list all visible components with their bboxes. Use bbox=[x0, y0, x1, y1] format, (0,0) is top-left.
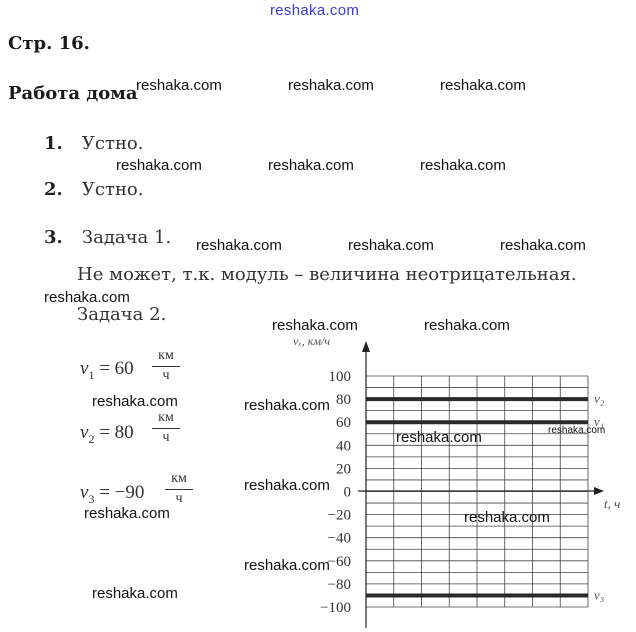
list-item bbox=[44, 179, 144, 200]
formula-v2 bbox=[80, 422, 134, 447]
watermark: reshaka.com bbox=[464, 509, 550, 526]
unit-denominator: ч bbox=[175, 491, 183, 506]
unit-numerator: км bbox=[158, 410, 174, 425]
y-axis-label: vₓ, км/ч bbox=[293, 334, 331, 348]
y-tick-label: 20 bbox=[336, 461, 351, 478]
item-number: 2. bbox=[44, 179, 63, 200]
formula-v3 bbox=[80, 482, 144, 507]
formula-sub: 2 bbox=[88, 431, 95, 446]
item-text: Устно. bbox=[81, 133, 144, 154]
y-tick-label: −100 bbox=[320, 600, 351, 616]
watermark: reshaka.com bbox=[268, 157, 354, 174]
item-text: Устно. bbox=[81, 179, 144, 200]
list-item bbox=[44, 133, 144, 154]
formula-sub: 1 bbox=[88, 367, 95, 382]
watermark: reshaka.com bbox=[44, 289, 130, 306]
watermark: reshaka.com bbox=[348, 237, 434, 254]
watermark: reshaka.com bbox=[396, 429, 482, 446]
y-tick-label: 40 bbox=[336, 438, 351, 455]
unit-numerator: км bbox=[171, 471, 187, 486]
y-tick-label: 0 bbox=[343, 484, 351, 501]
item-number: 1. bbox=[44, 133, 63, 154]
x-axis-label: t, ч bbox=[604, 496, 621, 511]
item-text: Задача 1. bbox=[81, 227, 172, 248]
watermark: reshaka.com bbox=[440, 77, 526, 94]
x-axis-arrow bbox=[594, 487, 604, 495]
formula-var: v bbox=[80, 358, 89, 379]
series-label: v₁ bbox=[594, 414, 605, 430]
series-label: v₂ bbox=[594, 391, 605, 407]
series-label: v₃ bbox=[594, 587, 605, 603]
task1-answer: Не может, т.к. модуль – величина неотрицательная. bbox=[77, 264, 577, 285]
formula-unit bbox=[165, 471, 193, 507]
watermark: reshaka.com bbox=[500, 237, 586, 254]
formula-unit bbox=[152, 348, 180, 384]
watermark: reshaka.com bbox=[288, 77, 374, 94]
y-tick-label: 80 bbox=[336, 392, 351, 409]
watermark: reshaka.com bbox=[244, 397, 330, 414]
watermark: reshaka.com bbox=[116, 157, 202, 174]
y-tick-label: −20 bbox=[327, 507, 351, 524]
header-watermark: reshaka.com bbox=[270, 2, 360, 19]
watermark: reshaka.com bbox=[84, 505, 170, 522]
item-number: 3. bbox=[44, 227, 63, 248]
watermark: reshaka.com bbox=[548, 425, 606, 436]
watermark: reshaka.com bbox=[92, 393, 178, 410]
task2-label: Задача 2. bbox=[77, 304, 167, 325]
formula-sub: 3 bbox=[88, 491, 95, 506]
watermark: reshaka.com bbox=[196, 237, 282, 254]
y-tick-label: −40 bbox=[327, 530, 351, 547]
formula-eq: = 60 bbox=[99, 358, 134, 379]
unit-denominator: ч bbox=[162, 430, 170, 445]
list-item bbox=[44, 227, 171, 248]
watermark: reshaka.com bbox=[136, 77, 222, 94]
chart-grid bbox=[366, 376, 588, 607]
y-tick-label: −80 bbox=[327, 576, 351, 593]
formula-eq: = 80 bbox=[99, 422, 134, 443]
formula-eq: = −90 bbox=[99, 482, 145, 503]
y-tick-label: 100 bbox=[328, 369, 351, 385]
watermark: reshaka.com bbox=[424, 317, 510, 334]
formula-v1 bbox=[80, 358, 134, 383]
section-title: Работа дома bbox=[8, 83, 138, 104]
formula-var: v bbox=[80, 422, 89, 443]
page-title: Стр. 16. bbox=[8, 33, 90, 54]
formula-var: v bbox=[80, 482, 89, 503]
watermark: reshaka.com bbox=[420, 157, 506, 174]
watermark: reshaka.com bbox=[244, 557, 330, 574]
watermark: reshaka.com bbox=[92, 585, 178, 602]
watermark: reshaka.com bbox=[272, 317, 358, 334]
watermark: reshaka.com bbox=[244, 477, 330, 494]
y-tick-label: −60 bbox=[327, 553, 351, 570]
unit-denominator: ч bbox=[162, 368, 170, 383]
unit-numerator: км bbox=[158, 348, 174, 363]
y-axis-arrow bbox=[362, 341, 370, 352]
y-tick-label: 60 bbox=[336, 415, 351, 432]
formula-unit bbox=[152, 410, 180, 446]
